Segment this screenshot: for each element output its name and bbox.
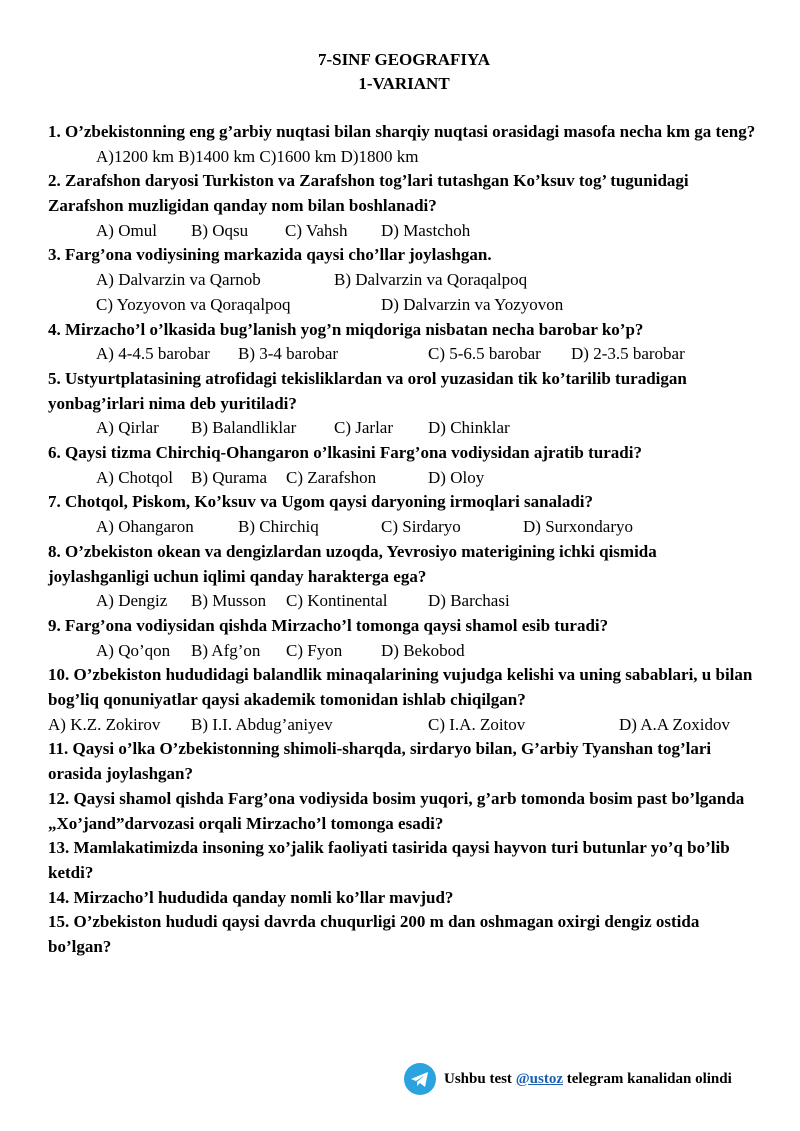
answer-row	[48, 342, 760, 367]
answer-option: B) 3-4 barobar	[238, 344, 339, 364]
answer-option: C) Zarafshon	[286, 467, 377, 487]
answer-option: A) Omul	[96, 220, 157, 240]
footer-source	[404, 1062, 732, 1096]
answer-option: B) Afg’on	[191, 640, 261, 660]
answer-option: C) Jarlar	[334, 418, 394, 438]
answer-option: A) Dalvarzin va Qarnob	[96, 270, 261, 290]
question-text: 2. Zarafshon daryosi Turkiston va Zarafshon tog’lari tutashgan Ko’ksuv tog’ tugunidagi Zarafshon muzligidan qanday nom bilan boshlanadi?	[48, 171, 689, 216]
question-text: 11. Qaysi o’lka O’zbekistonning shimoli-sharqda, sirdaryo bilan, G’arbiy Tyanshan tog’lari orasida joylashgan?	[48, 739, 712, 784]
answer-option: D) Surxondaryo	[523, 517, 634, 537]
document-page	[48, 48, 760, 960]
page-title: 7-SINF GEOGRAFIYA	[317, 50, 491, 69]
question-text: 13. Mamlakatimizda insoning xo’jalik faoliyati tasirida qaysi hayvon turi butunlar yo’q bo’lib ketdi?	[48, 838, 730, 882]
channel-link[interactable]: @ustoz	[515, 1070, 563, 1087]
question-text: 5. Ustyurtplatasining atrofidagi tekisliklardan va orol yuzasidan tik ko’tarilib turadigan yonbag’irlari nima deb yuritiladi?	[48, 368, 687, 413]
answer-option: B) Chirchiq	[238, 517, 319, 537]
answer-option: A) Qirlar	[96, 418, 159, 438]
question-text: 12. Qaysi shamol qishda Farg’ona vodiysida bosim yuqori, g’arb tomonda bosim past bo’lganda „Xo’jand”darvozasi orqali Mirzacho’l tomonga esadi?	[48, 788, 745, 833]
answer-option: C) Fyon	[286, 640, 343, 660]
footer-prefix: Ushbu test	[444, 1070, 516, 1087]
answer-option: B) Musson	[191, 591, 267, 611]
answer-option: A) Ohangaron	[96, 517, 194, 537]
answer-option: A)1200 km B)1400 km C)1600 km D)1800 km	[96, 146, 419, 166]
title-block	[48, 48, 760, 96]
answer-option: C) Sirdaryo	[381, 517, 461, 537]
telegram-icon	[404, 1063, 436, 1095]
answer-option: B) Dalvarzin va Qoraqalpoq	[334, 270, 528, 290]
answer-option: C) 5-6.5 barobar	[428, 344, 541, 364]
answer-row	[48, 713, 760, 738]
answer-option: A) 4-4.5 barobar	[96, 344, 210, 364]
question-text: 4. Mirzacho’l o’lkasida bug’lanish yog’n miqdoriga nisbatan necha barobar ko’p?	[48, 319, 644, 339]
answer-option: A) Qo’qon	[96, 640, 171, 660]
question-text: 7. Chotqol, Piskom, Ko’ksuv va Ugom qaysi daryoning irmoqlari sanaladi?	[48, 492, 594, 512]
answer-option: A) Dengiz	[96, 591, 168, 611]
answer-row	[48, 515, 760, 540]
footer-text	[444, 1071, 732, 1088]
answer-row	[48, 416, 760, 441]
answer-option: A) K.Z. Zokirov	[48, 714, 161, 734]
footer-suffix: telegram kanalidan olindi	[562, 1070, 732, 1087]
answer-option: C) Kontinental	[286, 591, 388, 611]
question-text: 6. Qaysi tizma Chirchiq-Ohangaron o’lkasini Farg’ona vodiysidan ajratib turadi?	[48, 443, 642, 463]
answer-row	[48, 589, 760, 614]
question-text: 14. Mirzacho’l hududida qanday nomli ko’llar mavjud?	[48, 887, 454, 907]
answer-option: D) Dalvarzin va Yozyovon	[381, 294, 564, 314]
answer-row	[48, 639, 760, 664]
answer-option: D) A.A Zoxidov	[619, 714, 730, 734]
answer-option: D) Mastchoh	[381, 220, 471, 240]
question-text: 9. Farg’ona vodiysidan qishda Mirzacho’l tomonga qaysi shamol esib turadi?	[48, 615, 609, 635]
answer-option: C) Yozyovon va Qoraqalpoq	[96, 294, 291, 314]
answer-option: B) Oqsu	[191, 220, 249, 240]
answer-row	[48, 219, 760, 244]
answer-option: A) Chotqol	[96, 467, 173, 487]
answer-option: C) Vahsh	[285, 220, 348, 240]
answer-option: D) 2-3.5 barobar	[571, 344, 685, 364]
question-text: 10. O’zbekiston hududidagi balandlik minaqalarining vujudga kelishi va uning sabablari, u bilan bog’liq qonuniyatlar qaysi akademik tomonidan ishlab chiqilgan?	[48, 665, 753, 710]
answer-option: D) Chinklar	[428, 418, 510, 438]
answer-row	[48, 268, 760, 293]
answer-row	[48, 293, 760, 318]
answer-option: B) Balandliklar	[191, 418, 297, 438]
question-text: 15. O’zbekiston hududi qaysi davrda chuqurligi 200 m dan oshmagan oxirgi dengiz ostida bo’lgan?	[48, 912, 700, 957]
answer-option: B) I.I. Abdug’aniyev	[191, 714, 333, 734]
question-text: 3. Farg’ona vodiysining markazida qaysi cho’llar joylashgan.	[48, 245, 492, 265]
answer-option: D) Oloy	[428, 467, 485, 487]
answer-option: B) Qurama	[191, 467, 268, 487]
answer-option: D) Bekobod	[381, 640, 465, 660]
answer-row	[48, 466, 760, 491]
variant-title: 1-VARIANT	[358, 74, 450, 93]
answer-option: C) I.A. Zoitov	[428, 714, 526, 734]
question-text: 8. O’zbekiston okean va dengizlardan uzoqda, Yevrosiyo materigining ichki qismida joylashganligi uchun iqlimi qanday harakterga ega?	[48, 541, 657, 586]
question-text: 1. O’zbekistonning eng g’arbiy nuqtasi bilan sharqiy nuqtasi orasidagi masofa necha km ga teng?	[48, 122, 756, 141]
answer-row	[48, 145, 760, 170]
answer-option: D) Barchasi	[428, 591, 510, 611]
